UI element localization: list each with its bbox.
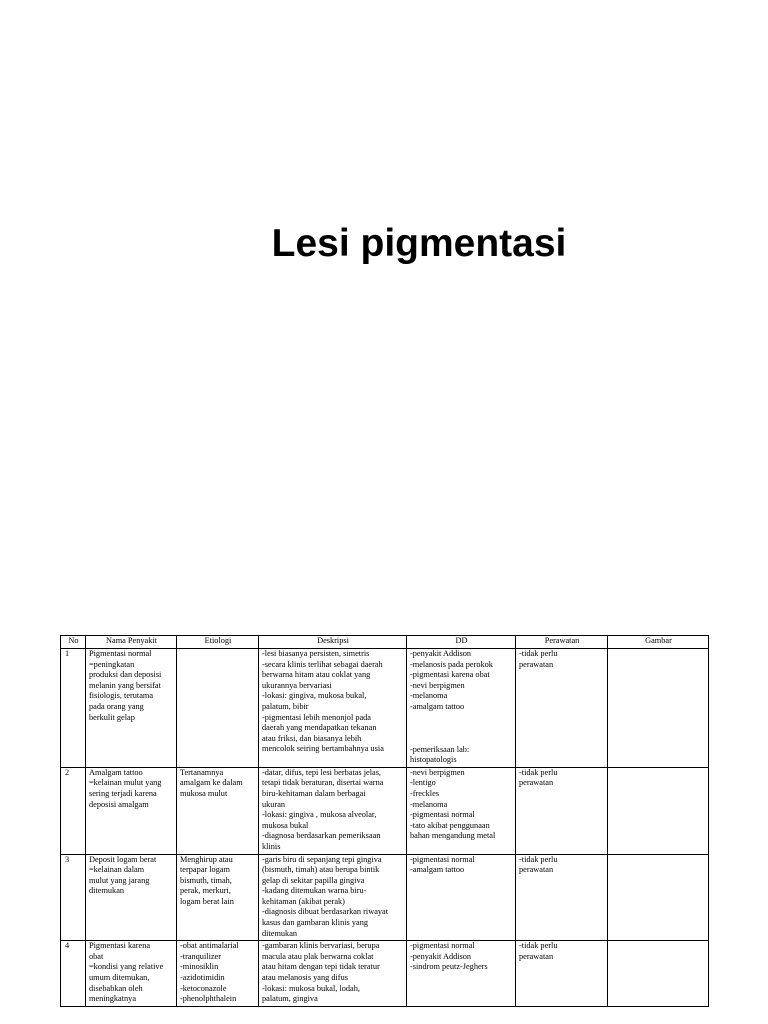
text-line: -tato akibat penggunaan (410, 820, 490, 830)
text-line: -gambaran klinis bervariasi, berupa (262, 941, 380, 951)
lesion-table (60, 635, 709, 1007)
text-line: -lokasi: mukosa bukal, lodah, (262, 983, 360, 993)
text-line: perawatan (519, 951, 554, 961)
text-line: -tidak perlu (519, 767, 558, 777)
page-title: Lesi pigmentasi (271, 222, 567, 265)
cell-no: 4 (61, 941, 86, 1007)
text-line: -melanoma (410, 799, 448, 809)
cell-etiologi (177, 941, 259, 1007)
table-row (61, 767, 709, 854)
text-line: perawatan (519, 865, 554, 875)
cell-etiologi (177, 854, 259, 941)
cell-gambar (608, 854, 709, 941)
text-line: kasus dan gambaran klinis yang (262, 918, 368, 928)
text-line: -melanoma (410, 691, 448, 701)
text-line: -tidak perlu (519, 941, 558, 951)
text-line: -tidak perlu (519, 649, 558, 658)
text-line: pada orang yang (89, 701, 144, 711)
cell-perawatan (516, 767, 608, 854)
text-line: -tidak perlu (519, 854, 558, 864)
text-line: mencolok seiring bertambahnya usia (262, 744, 384, 754)
header-etiologi: Etiologi (177, 636, 259, 649)
text-line: perawatan (519, 778, 554, 788)
text-line: =kelainan mulut yang (89, 778, 162, 788)
cell-deskripsi (259, 649, 407, 768)
text-line: =peningkatan (89, 659, 135, 669)
text-line: -lokasi: gingiva, mukosa bukal, (262, 691, 367, 701)
text-line: Deposit logam berat (89, 854, 157, 864)
text-line: ukurannya bervariasi (262, 680, 332, 690)
cell-no: 3 (61, 854, 86, 941)
text-line: -diagnosis dibuat berdasarkan riwayat (262, 907, 389, 917)
text-line: -lesi biasanya persisten, simetris (262, 649, 370, 658)
cell-gambar (608, 649, 709, 768)
text-line: palatum, gingiva (262, 994, 318, 1004)
text-line: -pigmentasi normal (410, 810, 475, 820)
cell-nama-penyakit (86, 649, 177, 768)
cell-deskripsi (259, 767, 407, 854)
cell-no: 1 (61, 649, 86, 768)
text-line: Pigmentasi karena (89, 941, 151, 951)
text-line: -sindrom peutz-Jeghers (410, 962, 488, 972)
text-line: -datar, difus, tepi lesi berbatas jelas, (262, 767, 382, 777)
text-line: mulut yang jarang (89, 875, 150, 885)
text-line: atau melanosis yang difus (262, 973, 348, 983)
header-deskripsi: Deskripsi (259, 636, 407, 649)
cell-nama-penyakit (86, 941, 177, 1007)
text-line: -pigmentasi lebih menonjol pada (262, 712, 371, 722)
text-line: -amalgam tattoo (410, 701, 465, 711)
text-line: bismuth, timah, (180, 875, 232, 885)
text-line: daerah yang mendapatkan tekanan (262, 723, 377, 733)
text-line: logam berat lain (180, 896, 234, 906)
text-line: -minosiklin (180, 962, 219, 972)
text-line: klinis (262, 841, 281, 851)
header-dd: DD (407, 636, 516, 649)
text-line: -penyakit Addison (410, 649, 472, 658)
header-gambar: Gambar (608, 636, 709, 649)
cell-nama-penyakit (86, 854, 177, 941)
text-line: atau hitam dengan tepi tidak teratur (262, 962, 380, 972)
cell-dd (407, 649, 516, 768)
text-line: histopatologis (410, 755, 457, 765)
text-line: ditemukan (89, 886, 125, 896)
header-no: No (61, 636, 86, 649)
text-line: -ketoconazole (180, 983, 227, 993)
cell-gambar (608, 941, 709, 1007)
text-line: berwarna hitam atau coklat yang (262, 670, 371, 680)
text-line: -tranquilizer (180, 951, 222, 961)
text-line: mukosa mulut (180, 788, 228, 798)
text-line: =kondisi yang relative (89, 962, 164, 972)
text-line: -azidotimidin (180, 973, 225, 983)
cell-dd (407, 767, 516, 854)
text-line: ukuran (262, 799, 286, 809)
table-row (61, 649, 709, 768)
cell-dd (407, 941, 516, 1007)
text-line: kehitaman (akibat perak) (262, 896, 345, 906)
text-line: disebabkan oleh (89, 983, 143, 993)
text-line: -freckles (410, 788, 440, 798)
text-line: -lokasi: gingiva , mukosa alveolar, (262, 810, 377, 820)
cell-perawatan (516, 854, 608, 941)
text-line: umum ditemukan, (89, 973, 150, 983)
text-line: -pigmentasi normal (410, 854, 475, 864)
text-line: -penyakit Addison (410, 951, 472, 961)
text-line: palatum, bibir (262, 701, 309, 711)
text-line: perawatan (519, 659, 554, 669)
text-line: -pemeriksaan lab: (410, 744, 470, 754)
text-line: deposisi amalgam (89, 799, 149, 809)
header-nama-penyakit: Nama Penyakit (86, 636, 177, 649)
spacer (410, 713, 513, 745)
table-row (61, 941, 709, 1007)
cell-dd (407, 854, 516, 941)
text-line: sering terjadi karena (89, 788, 157, 798)
cell-etiologi (177, 767, 259, 854)
cell-etiologi (177, 649, 259, 768)
text-line: fisiologis, terutama (89, 691, 154, 701)
table-row (61, 854, 709, 941)
text-line: -melanosis pada perokok (410, 659, 493, 669)
text-line: melanin yang bersifat (89, 680, 161, 690)
text-line: macula atau plak berwarna coklat (262, 951, 374, 961)
cell-deskripsi (259, 941, 407, 1007)
text-line: perak, merkuri, (180, 886, 231, 896)
header-perawatan: Perawatan (516, 636, 608, 649)
text-line: -secara klinis terlihat sebagai daerah (262, 659, 383, 669)
cell-perawatan (516, 649, 608, 768)
text-line: Pigmentasi normal (89, 649, 152, 658)
text-line: -amalgam tattoo (410, 865, 465, 875)
text-line: amalgam ke dalam (180, 778, 243, 788)
text-line: -phenolphthalein (180, 994, 237, 1004)
text-line: -obat antimalarial (180, 941, 239, 951)
text-line: obat (89, 951, 104, 961)
text-line: atau friksi, dan biasanya lebih (262, 733, 362, 743)
text-line: -nevi berpigmen (410, 680, 465, 690)
text-line: biru-kehitaman dalam berbagai (262, 788, 366, 798)
text-line: -pigmentasi karena obat (410, 670, 490, 680)
text-line: mukosa bukal (262, 820, 309, 830)
text-line: meningkatnya (89, 994, 137, 1004)
text-line: ditemukan (262, 928, 298, 938)
text-line: gelap di sekitar papilla gingiva (262, 875, 365, 885)
text-line: -diagnosa berdasarkan pemeriksaan (262, 831, 381, 841)
text-line: terpapar logam (180, 865, 230, 875)
header-row (61, 636, 709, 649)
text-line: bahan mengandung metal (410, 831, 496, 841)
text-line: tetapi tidak beraturan, disertai warna (262, 778, 384, 788)
cell-nama-penyakit (86, 767, 177, 854)
text-line: Menghirup atau (180, 854, 233, 864)
cell-gambar (608, 767, 709, 854)
text-line: Amalgam tattoo (89, 767, 143, 777)
text-line: -pigmentasi normal (410, 941, 475, 951)
cell-deskripsi (259, 854, 407, 941)
text-line: -kadang ditemukan warna biru- (262, 886, 367, 896)
cell-no: 2 (61, 767, 86, 854)
text-line: -lentigo (410, 778, 436, 788)
text-line: Tertanamnya (180, 767, 224, 777)
text-line: -garis biru di sepanjang tepi gingiva (262, 854, 382, 864)
text-line: (bismuth, timah) atau berupa bintik (262, 865, 380, 875)
text-line: =kelainan dalam (89, 865, 145, 875)
text-line: -nevi berpigmen (410, 767, 465, 777)
text-line: berkulit gelap (89, 712, 135, 722)
cell-perawatan (516, 941, 608, 1007)
text-line: produksi dan deposisi (89, 670, 162, 680)
